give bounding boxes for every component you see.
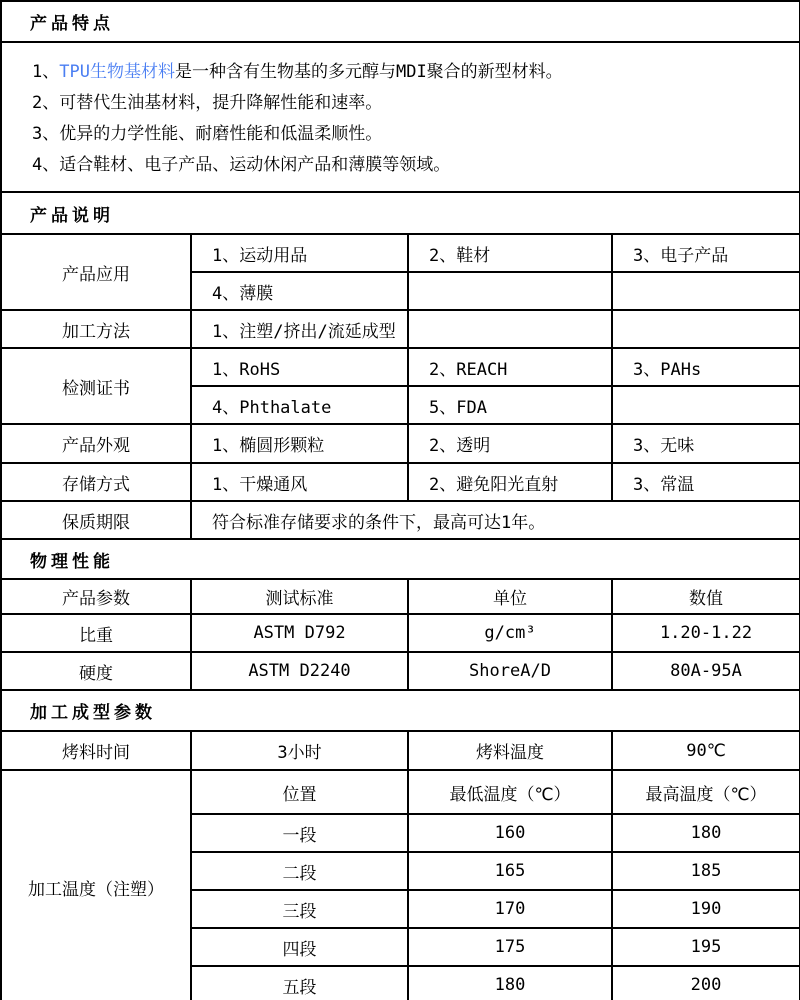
feature-number: 1、: [32, 62, 60, 82]
cell-hardness-unit: ShoreA/D: [408, 652, 612, 690]
cell-shelf-life-label: 保质期限: [1, 501, 191, 539]
table-row: [1, 1, 800, 42]
table-row: [1, 770, 800, 814]
cell-application-2: 2、鞋材: [408, 234, 612, 272]
cell-appearance-1: 1、椭圆形颗粒: [191, 424, 408, 463]
table-row: [1, 424, 800, 463]
cell-storage-3: 3、常温: [612, 463, 800, 501]
cell-empty: [612, 272, 800, 310]
feature-item: [32, 119, 789, 150]
section-title-processing: 加工成型参数: [1, 690, 800, 731]
feature-text: 适合鞋材、电子产品、运动休闲产品和薄膜等领域。: [59, 155, 451, 175]
cell-appearance-2: 2、透明: [408, 424, 612, 463]
table-row: [1, 652, 800, 690]
feature-text: 优异的力学性能、耐磨性能和低温柔顺性。: [59, 124, 383, 144]
cell-certificate-2: 2、REACH: [408, 348, 612, 386]
cell-zone4-max: 195: [612, 928, 800, 966]
cell-zone3-label: 三段: [191, 890, 408, 928]
cell-gravity-standard: ASTM D792: [191, 614, 408, 652]
cell-certificate-5: 5、FDA: [408, 386, 612, 424]
cell-application-1: 1、运动用品: [191, 234, 408, 272]
table-row: [1, 579, 800, 614]
column-header-position: 位置: [191, 770, 408, 814]
table-row: [1, 348, 800, 386]
cell-zone5-min: 180: [408, 966, 612, 1000]
cell-application-3: 3、电子产品: [612, 234, 800, 272]
column-header-max-temp: 最高温度（℃）: [612, 770, 800, 814]
table-row: [1, 614, 800, 652]
feature-item: [32, 150, 789, 181]
table-row: [1, 310, 800, 348]
cell-appearance-label: 产品外观: [1, 424, 191, 463]
cell-zone1-label: 一段: [191, 814, 408, 852]
cell-empty: [408, 272, 612, 310]
cell-processing-method-label: 加工方法: [1, 310, 191, 348]
cell-zone3-max: 190: [612, 890, 800, 928]
cell-zone5-label: 五段: [191, 966, 408, 1000]
feature-item: [32, 88, 789, 119]
feature-number: 4、: [32, 155, 60, 175]
column-header-value: 数值: [612, 579, 800, 614]
cell-hardness-standard: ASTM D2240: [191, 652, 408, 690]
cell-zone1-max: 180: [612, 814, 800, 852]
table-row: [1, 234, 800, 272]
cell-application-4: 4、薄膜: [191, 272, 408, 310]
table-row: [1, 731, 800, 770]
cell-injection-temp-label: 加工温度（注塑）: [1, 770, 191, 1000]
cell-zone5-max: 200: [612, 966, 800, 1000]
cell-storage-1: 1、干燥通风: [191, 463, 408, 501]
table-row: [1, 463, 800, 501]
tpu-bio-material-link[interactable]: TPU生物基材料: [59, 62, 175, 82]
cell-empty: [612, 310, 800, 348]
cell-empty: [408, 310, 612, 348]
cell-storage-2: 2、避免阳光直射: [408, 463, 612, 501]
cell-bake-time-value: 3小时: [191, 731, 408, 770]
cell-appearance-3: 3、无味: [612, 424, 800, 463]
section-title-features: 产品特点: [1, 1, 800, 42]
column-header-unit: 单位: [408, 579, 612, 614]
cell-zone4-label: 四段: [191, 928, 408, 966]
cell-shelf-life-value: 符合标准存储要求的条件下，最高可达1年。: [191, 501, 800, 539]
feature-text: 可替代生油基材料，提升降解性能和速率。: [59, 93, 383, 113]
section-title-description: 产品说明: [1, 192, 800, 234]
cell-certificate-3: 3、PAHs: [612, 348, 800, 386]
table-row: [1, 192, 800, 234]
cell-gravity-unit: g/cm³: [408, 614, 612, 652]
features-block: [1, 42, 800, 192]
cell-zone1-min: 160: [408, 814, 612, 852]
cell-storage-label: 存储方式: [1, 463, 191, 501]
section-title-physical: 物理性能: [1, 539, 800, 579]
table-row: [1, 501, 800, 539]
cell-zone2-label: 二段: [191, 852, 408, 890]
cell-zone4-min: 175: [408, 928, 612, 966]
column-header-min-temp: 最低温度（℃）: [408, 770, 612, 814]
cell-zone2-min: 165: [408, 852, 612, 890]
cell-gravity-label: 比重: [1, 614, 191, 652]
table-row: [1, 539, 800, 579]
table-row: [1, 690, 800, 731]
feature-text: 是一种含有生物基的多元醇与MDI聚合的新型材料。: [174, 62, 563, 82]
feature-number: 2、: [32, 93, 60, 113]
cell-gravity-value: 1.20-1.22: [612, 614, 800, 652]
cell-processing-method: 1、注塑/挤出/流延成型: [191, 310, 408, 348]
cell-zone3-min: 170: [408, 890, 612, 928]
cell-bake-temp-label: 烤料温度: [408, 731, 612, 770]
table-row: [1, 42, 800, 192]
cell-certificate-1: 1、RoHS: [191, 348, 408, 386]
column-header-parameter: 产品参数: [1, 579, 191, 614]
cell-certificate-4: 4、Phthalate: [191, 386, 408, 424]
cell-bake-time-label: 烤料时间: [1, 731, 191, 770]
cell-certificates-label: 检测证书: [1, 348, 191, 424]
column-header-standard: 测试标准: [191, 579, 408, 614]
cell-empty: [612, 386, 800, 424]
cell-hardness-label: 硬度: [1, 652, 191, 690]
cell-zone2-max: 185: [612, 852, 800, 890]
cell-bake-temp-value: 90℃: [612, 731, 800, 770]
feature-item: [32, 57, 789, 88]
cell-application-label: 产品应用: [1, 234, 191, 310]
feature-number: 3、: [32, 124, 60, 144]
cell-hardness-value: 80A-95A: [612, 652, 800, 690]
